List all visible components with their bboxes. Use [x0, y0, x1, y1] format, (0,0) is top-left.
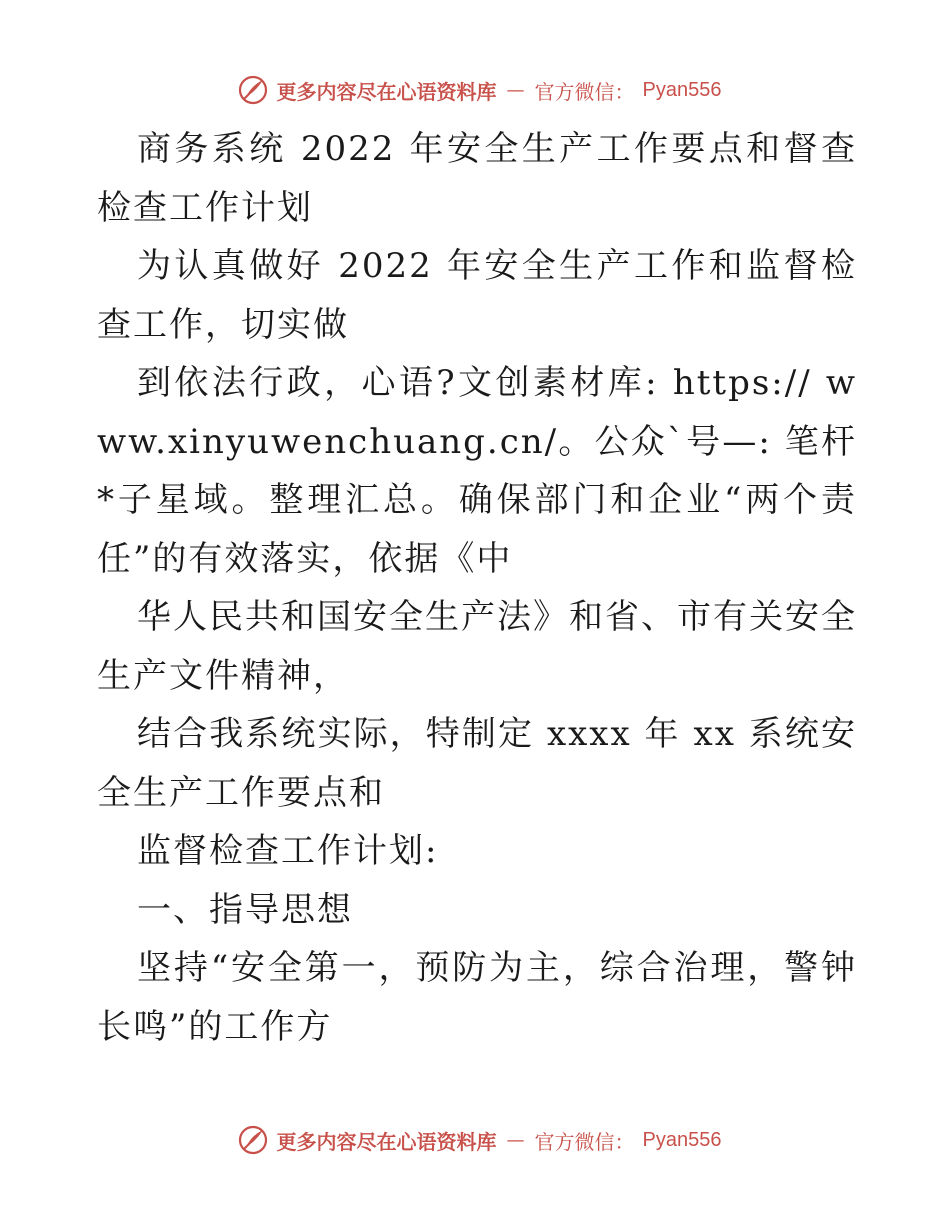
section-heading-guiding-ideology: 一、指导思想 [137, 889, 353, 930]
footer-watermark-dash: — [506, 1129, 525, 1151]
footer-watermark-wechat-id: Pyan556 [642, 1128, 722, 1151]
header-watermark-text: 更多内容尽在心语资料库 [276, 79, 497, 104]
header-watermark-wechat-id: Pyan556 [642, 78, 722, 101]
footer-watermark-content [237, 1124, 722, 1156]
paragraph-intro: 为认真做好 2022 年安全生产工作和监督检查工作，切实做 [97, 246, 857, 345]
header-watermark-content [237, 74, 722, 106]
header-watermark-wechat-label: 官方微信： [534, 79, 635, 104]
paragraph-principle: 坚持“安全第一，预防为主，综合治理，警钟长鸣”的工作方 [97, 948, 857, 1047]
footer-watermark-text: 更多内容尽在心语资料库 [276, 1129, 497, 1154]
paragraph-plan: 结合我系统实际，特制定 xxxx 年 xx 系统安全生产工作要点和 [97, 714, 857, 813]
paragraph-watermark-text: 到依法行政，心语?文创素材库: https:// www.xinyuwenchuang.cn/。公众`号—: 笔杆*子星域。整理汇总。确保部门和企业“两个责任”的有效落实，依据《中 [97, 363, 857, 579]
quill-circle-icon [237, 1124, 269, 1156]
header-watermark-dash: — [506, 79, 525, 101]
footer-watermark-wechat-label: 官方微信： [534, 1129, 635, 1154]
quill-circle-icon [237, 74, 269, 106]
document-body [97, 120, 857, 1056]
document-title: 商务系统 2022 年安全生产工作要点和督查检查工作计划 [97, 129, 857, 228]
footer-watermark [0, 1120, 950, 1160]
header-watermark [0, 70, 950, 110]
paragraph-law: 华人民共和国安全生产法》和省、市有关安全生产文件精神， [97, 597, 857, 696]
paragraph-plan-title: 监督检查工作计划: [137, 831, 439, 871]
